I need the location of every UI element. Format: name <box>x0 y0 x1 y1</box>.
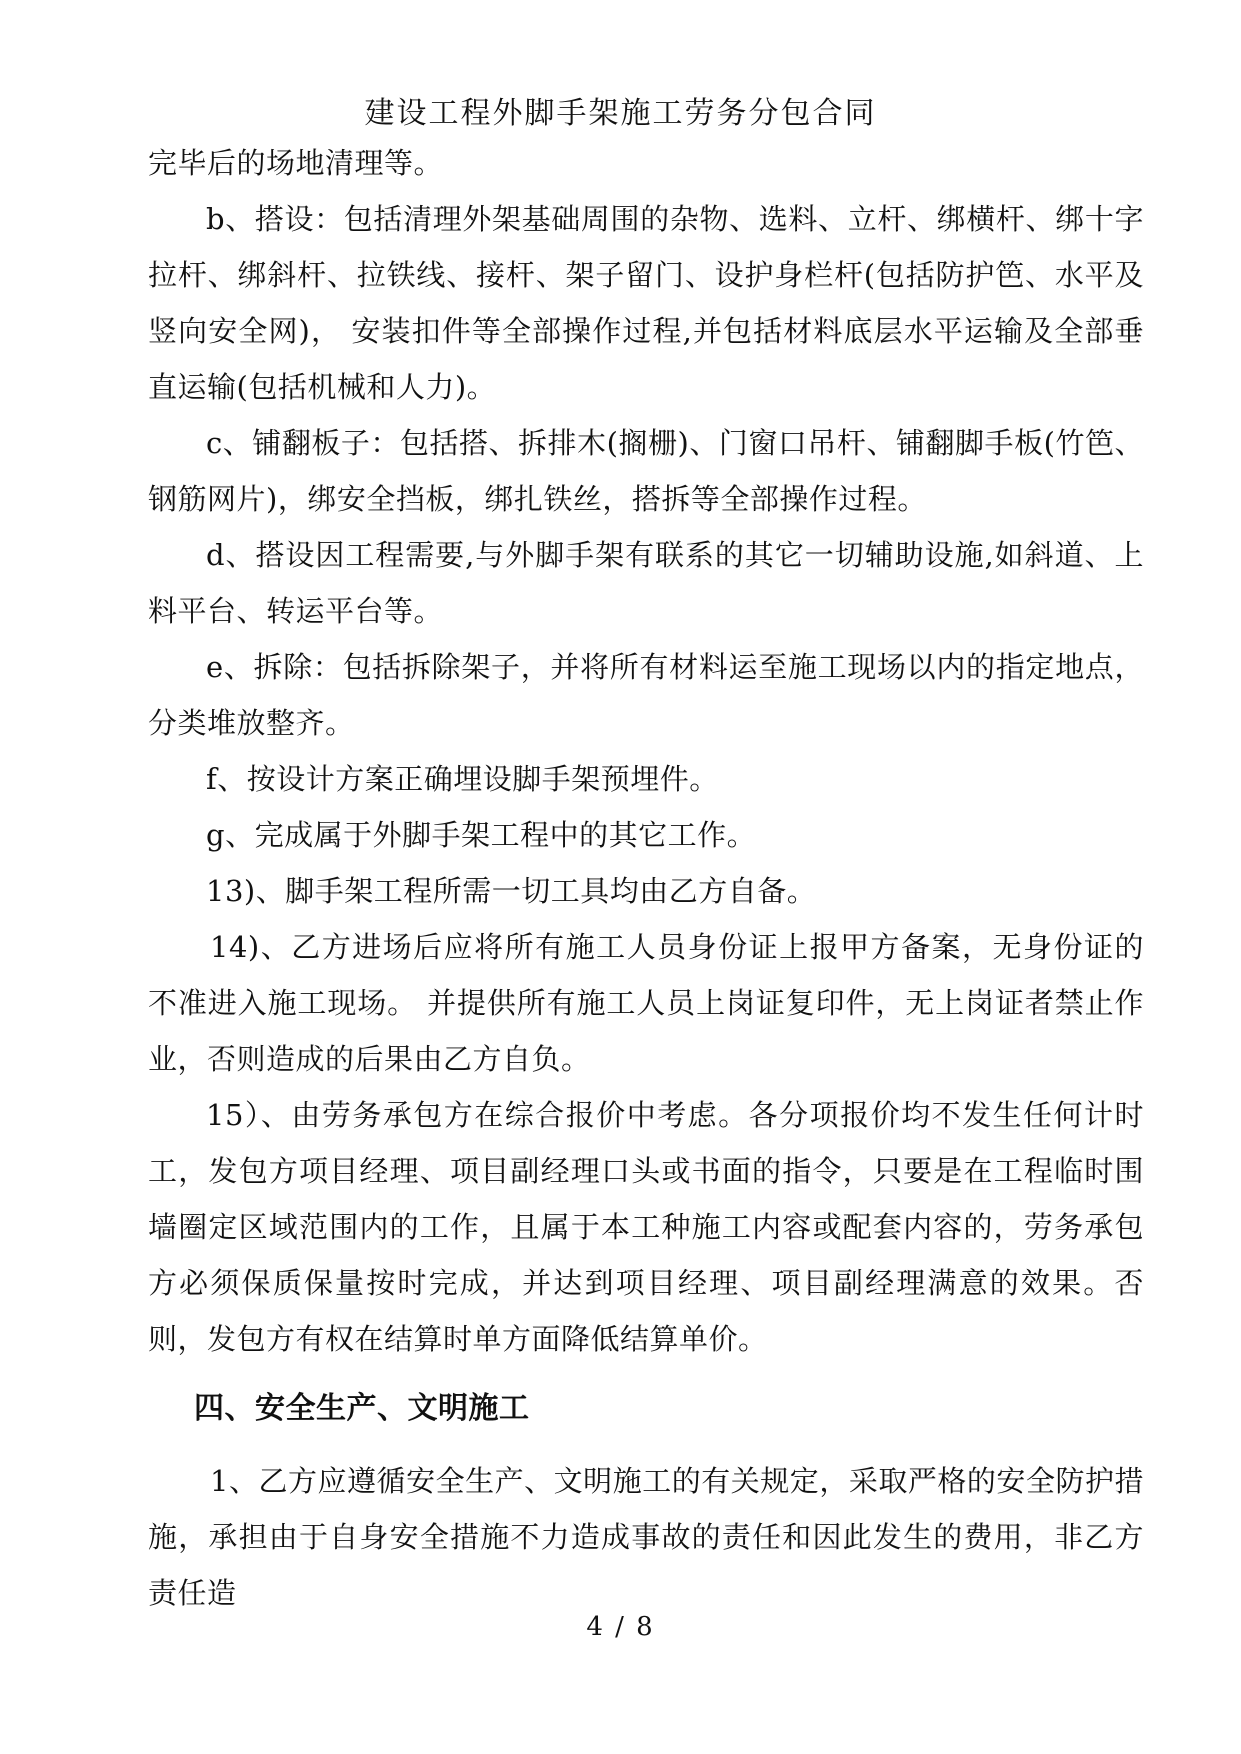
document-body <box>148 135 1144 1621</box>
paragraph-clause-14: 14)、乙方进场后应将所有施工人员身份证上报甲方备案，无身份证的不准进入施工现场。 并提供所有施工人员上岗证复印件，无上岗证者禁止作业，否则造成的后果由乙方自负。 <box>148 930 1144 1076</box>
paragraph-item-g: g、完成属于外脚手架工程中的其它工作。 <box>206 818 757 852</box>
paragraph-item-e: e、拆除：包括拆除架子，并将所有材料运至施工现场以内的指定地点，分类堆放整齐。 <box>148 650 1144 740</box>
paragraph-clause-15: 15）、由劳务承包方在综合报价中考虑。各分项报价均不发生任何计时工，发包方项目经理、项目副经理口头或书面的指令，只要是在工程临时围墙圈定区域范围内的工作，且属于本工种施工内容或配套内容的，劳务承包方必须保质保量按时完成，并达到项目经理、项目副经理满意的效果。否则，发包方有权在结算时单方面降低结算单价。 <box>148 1098 1144 1356</box>
page-number: 4 / 8 <box>586 1612 655 1642</box>
paragraph-item-c: c、铺翻板子：包括搭、拆排木(搁栅)、门窗口吊杆、铺翻脚手板(竹笆、钢筋网片)，绑安全挡板，绑扎铁丝，搭拆等全部操作过程。 <box>148 426 1144 516</box>
paragraph-clause-13: 13)、脚手架工程所需一切工具均由乙方自备。 <box>206 874 817 908</box>
paragraph-item-d: d、搭设因工程需要,与外脚手架有联系的其它一切辅助设施,如斜道、上料平台、转运平台等。 <box>148 538 1144 628</box>
document-header-title: 建设工程外脚手架施工劳务分包合同 <box>364 96 877 131</box>
paragraph-section-clause-1: 1、乙方应遵循安全生产、文明施工的有关规定，采取严格的安全防护措施，承担由于自身安全措施不力造成事故的责任和因此发生的费用，非乙方责任造 <box>148 1464 1144 1610</box>
section-heading: 四、安全生产、文明施工 <box>194 1391 530 1426</box>
paragraph-item-b: b、搭设：包括清理外架基础周围的杂物、选料、立杆、绑横杆、绑十字拉杆、绑斜杆、拉铁线、接杆、架子留门、设护身栏杆(包括防护笆、水平及竖向安全网)， 安装扣件等全部操作过程,并包括材料底层水平运输及全部垂直运输(包括机械和人力)。 <box>148 202 1144 404</box>
paragraph-item-f: f、按设计方案正确埋设脚手架预埋件。 <box>206 762 719 796</box>
paragraph-continuation: 完毕后的场地清理等。 <box>148 146 444 180</box>
